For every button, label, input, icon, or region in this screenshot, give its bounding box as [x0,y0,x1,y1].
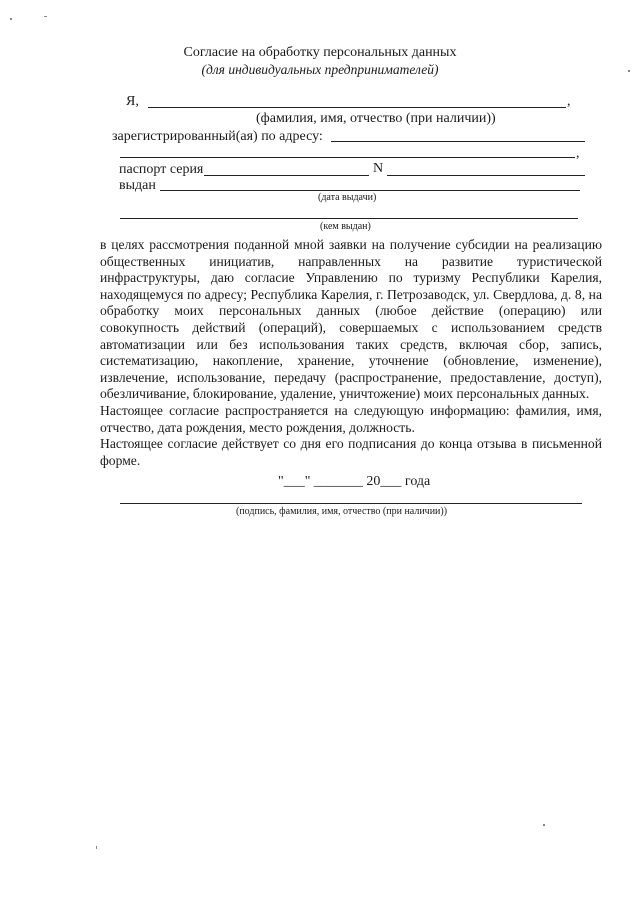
full-name-hint: (фамилия, имя, отчество (при наличии)) [256,111,496,126]
document-title: Согласие на обработку персональных данных [183,45,457,60]
signature-hint: (подпись, фамилия, имя, отчество (при наличии)) [236,506,448,517]
issue-date-line[interactable] [160,190,580,191]
address-end-comma: , [576,146,580,161]
signature-line[interactable] [120,503,582,504]
scan-speck [628,70,630,72]
address-line-2[interactable] [120,157,575,158]
scan-speck [96,846,97,849]
scan-speck [44,16,47,17]
consent-body [100,237,602,469]
issued-label: выдан [119,178,156,193]
full-name-line[interactable] [148,107,566,108]
passport-series-label: паспорт серия [119,162,204,177]
consent-paragraph-2: Настоящее согласие распространяется на следующую информацию: фамилия, имя, отчество, дата рождения, место рождения, должность. [100,402,602,435]
issue-date-hint: (дата выдачи) [318,192,377,203]
name-end-comma: , [567,94,571,109]
consent-paragraph-1: в целях рассмотрения поданной мной заявки на получение субсидии на реализацию общественных инициатив, направленных на развитие туристической инфраструктуры, даю согласие Управлению по туризму Республики Карелия, находящемуся по адресу; Республика Карелия, г. Петрозаводск, ул. Свердлова, д. 8, на обработку моих персональных данных (любое действие (операцию) или совокупность действий (операций), совершаемых с использованием средств автоматизации или без использования таких средств, включая сбор, запись, систематизацию, накопление, хранение, уточнение (обновление, изменение), извлечение, использование, передачу (распространение, предоставление, доступ), обезличивание, блокирование, удаление, уничтожение) моих персональных данных. [100,237,602,402]
passport-number-line[interactable] [387,175,585,176]
address-line-1[interactable] [331,141,585,142]
scan-speck [543,824,545,826]
issued-by-line[interactable] [120,218,578,219]
i-label: Я, [126,94,139,109]
address-label: зарегистрированный(ая) по адресу: [112,129,323,144]
passport-series-line[interactable] [204,175,369,176]
document-subtitle: (для индивидуальных предпринимателей) [201,62,439,77]
consent-paragraph-3: Настоящее согласие действует со дня его подписания до конца отзыва в письменной форме. [100,436,602,468]
signature-date[interactable]: "___" _______ 20___ года [278,474,431,489]
scan-speck [10,18,12,20]
issued-by-hint: (кем выдан) [320,221,371,232]
passport-number-label: N [373,161,384,176]
